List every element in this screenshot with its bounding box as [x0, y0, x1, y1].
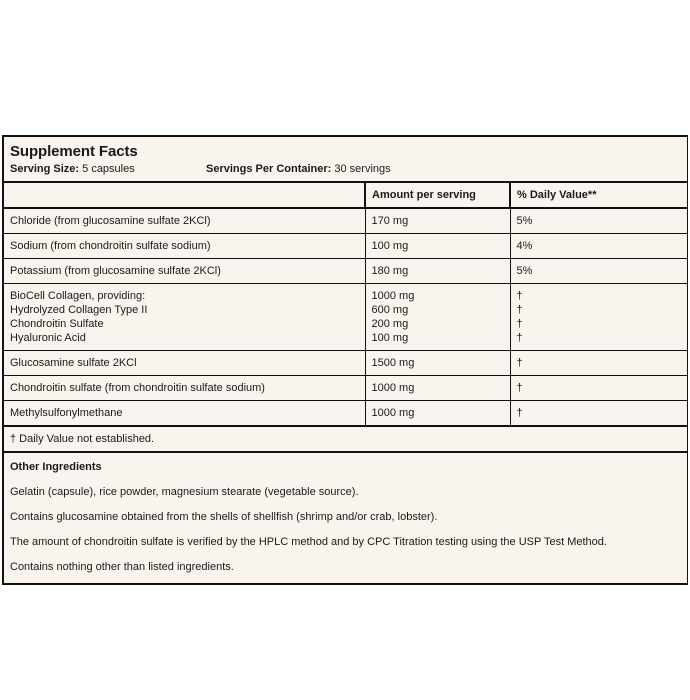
nutrient-daily-value: †	[516, 318, 523, 330]
table-row	[4, 234, 687, 259]
table-row-biocell-collagen	[4, 284, 687, 351]
serving-size	[10, 162, 206, 176]
serving-size-label: Serving Size:	[10, 163, 80, 175]
table-row	[4, 401, 687, 427]
nutrient-name: Hydrolyzed Collagen Type II	[10, 304, 148, 316]
nutrient-name: Chloride (from glucosamine sulfate 2KCl)	[4, 208, 365, 234]
table-row	[4, 351, 687, 376]
nutrient-amount: 180 mg	[365, 259, 510, 284]
nutrient-daily-value: †	[510, 351, 687, 376]
table-header-row	[4, 183, 687, 208]
nutrient-name: Chondroitin Sulfate	[10, 318, 104, 330]
nutrient-amount: 1000 mg	[365, 401, 510, 427]
nutrient-daily-value: †	[510, 376, 687, 401]
nutrient-name: Glucosamine sulfate 2KCl	[4, 351, 365, 376]
nutrient-name: Potassium (from glucosamine sulfate 2KCl)	[4, 259, 365, 284]
other-ingredients-paragraph: The amount of chondroitin sulfate is verified by the HPLC method and by CPC Titration testing using the USP Test Method.	[10, 536, 607, 548]
nutrient-name-group	[4, 284, 365, 351]
nutrient-amount-group	[365, 284, 510, 351]
other-ingredients-paragraph: Contains glucosamine obtained from the shells of shellfish (shrimp and/or crab, lobster).	[10, 511, 438, 523]
nutrient-daily-value: 4%	[510, 234, 687, 259]
page-title: Supplement Facts	[10, 143, 138, 160]
serving-info-line	[10, 162, 687, 177]
nutrient-name: Chondroitin sulfate (from chondroitin sulfate sodium)	[4, 376, 365, 401]
table-row	[4, 208, 687, 234]
other-ingredients-title: Other Ingredients	[10, 461, 102, 473]
serving-size-value: 5 capsules	[82, 163, 135, 175]
supplement-facts-panel	[2, 135, 688, 585]
nutrient-amount: 1000 mg	[371, 290, 415, 302]
servings-per-container	[206, 162, 687, 176]
nutrient-daily-value: 5%	[510, 208, 687, 234]
nutrient-name: Hyaluronic Acid	[10, 332, 86, 344]
other-ingredients-section	[4, 453, 687, 583]
supplement-facts-header	[4, 137, 687, 181]
servings-per-container-value: 30 servings	[334, 163, 391, 175]
nutrient-daily-value: 5%	[510, 259, 687, 284]
nutrient-amount: 600 mg	[371, 304, 409, 316]
nutrient-daily-value: †	[516, 290, 523, 302]
table-row	[4, 259, 687, 284]
column-header-name	[4, 183, 365, 208]
nutrient-amount: 100 mg	[371, 332, 409, 344]
column-header-amount: Amount per serving	[365, 183, 510, 208]
nutrient-daily-value: †	[510, 401, 687, 427]
other-ingredients-paragraph: Gelatin (capsule), rice powder, magnesium stearate (vegetable source).	[10, 486, 359, 498]
column-header-daily-value: % Daily Value**	[510, 183, 687, 208]
nutrient-name: Methylsulfonylmethane	[4, 401, 365, 427]
nutrient-name: Sodium (from chondroitin sulfate sodium)	[4, 234, 365, 259]
nutrient-amount: 200 mg	[371, 318, 409, 330]
nutrient-amount: 1000 mg	[365, 376, 510, 401]
nutrient-daily-value-group	[510, 284, 687, 351]
nutrient-amount: 170 mg	[365, 208, 510, 234]
nutrient-amount: 1500 mg	[365, 351, 510, 376]
other-ingredients-paragraph: Contains nothing other than listed ingredients.	[10, 561, 234, 573]
daily-value-footnote: † Daily Value not established.	[4, 427, 687, 453]
nutrient-name: BioCell Collagen, providing:	[10, 290, 146, 302]
nutrient-daily-value: †	[516, 332, 523, 344]
table-row	[4, 376, 687, 401]
servings-per-container-label: Servings Per Container:	[206, 163, 332, 175]
nutrient-daily-value: †	[516, 304, 523, 316]
nutrient-amount: 100 mg	[365, 234, 510, 259]
nutrient-table	[4, 183, 687, 427]
